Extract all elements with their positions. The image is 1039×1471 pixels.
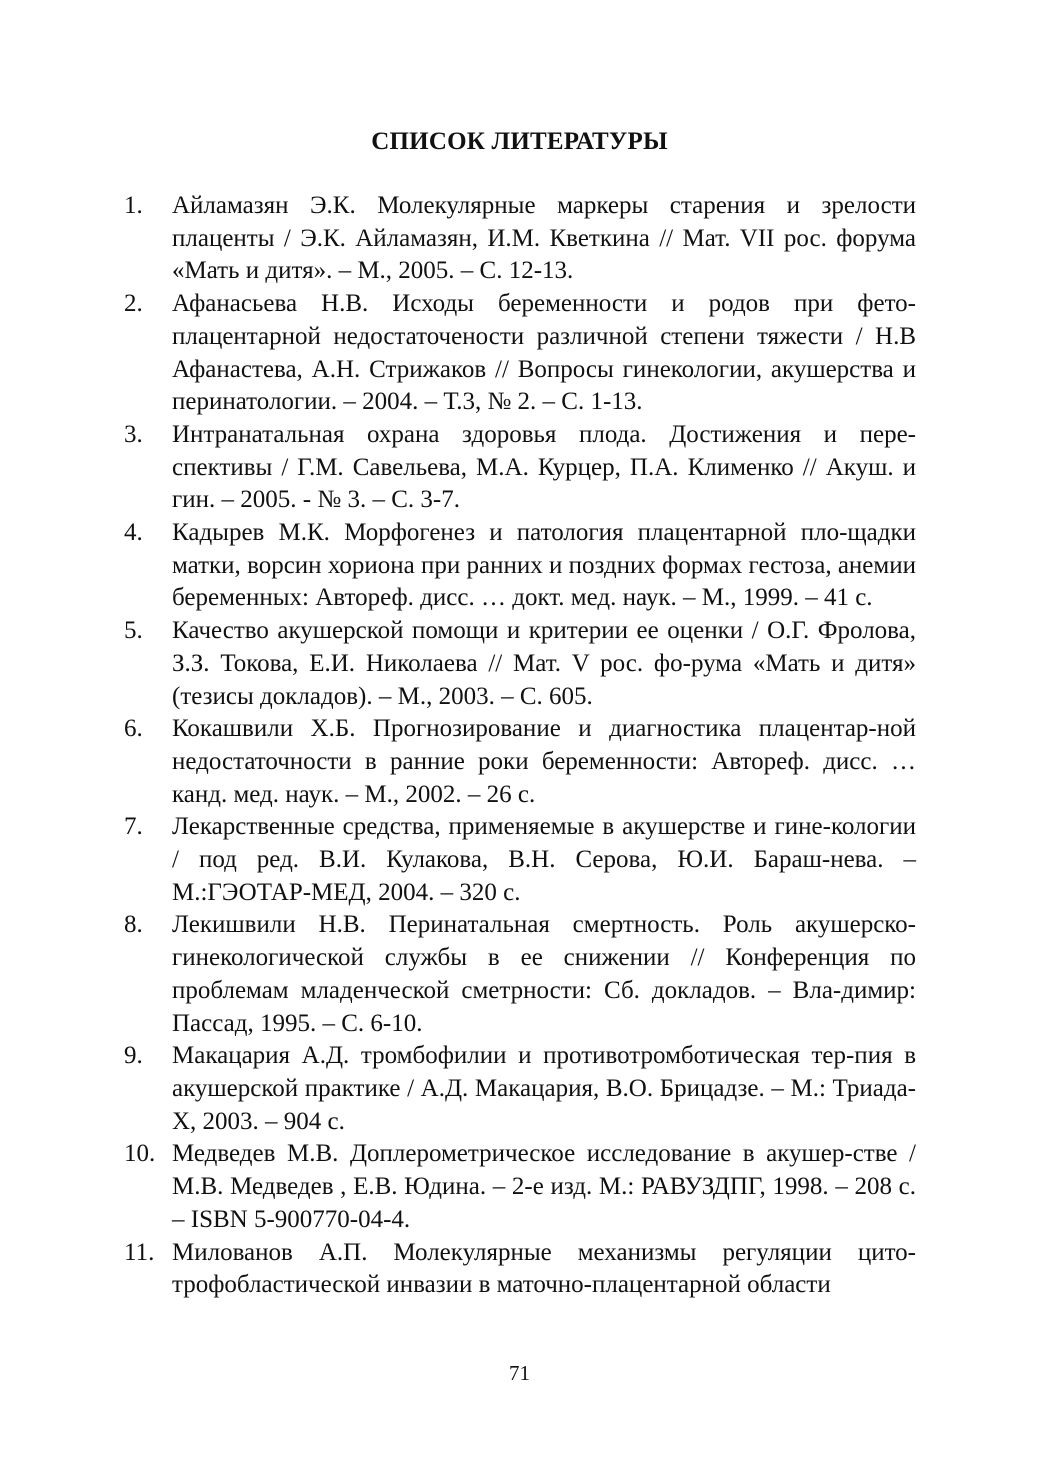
page-title: СПИСОК ЛИТЕРАТУРЫ	[371, 128, 668, 155]
reference-text: Макацария А.Д. тромбофилии и противотромботическая тер-пия в акушерской практике / А.Д. Макацария, В.О. Брицадзе. – М.: Триада-Х, 2003. – 904 с.	[172, 1042, 916, 1135]
reference-text: Афанасьева Н.В. Исходы беременности и родов при фето-плацентарной недостаточености различной степени тяжести / Н.В Афанастева, А.Н. Стрижаков // Вопросы гинекологии, акушерства и перинатологии. – 2004. – Т.3, № 2. – С. 1-13.	[172, 290, 916, 416]
reference-text: Кокашвили Х.Б. Прогнозирование и диагностика плацентар-ной недостаточности в ранние роки беременности: Автореф. дисс. … канд. мед. наук. – М., 2002. – 26 с.	[172, 715, 916, 808]
reference-number: 3.	[124, 420, 143, 448]
reference-text: Кадырев М.К. Морфогенез и патология плацентарной пло-щадки матки, ворсин хориона при ранних и поздних формах гестоза, анемии беременных: Автореф. дисс. … докт. мед. наук. – М., 1999. – 41 с.	[172, 519, 916, 612]
reference-text: Качество акушерской помощи и критерии ее оценки / О.Г. Фролова, З.З. Токова, Е.И. Николаева // Мат. V рос. фо-рума «Мать и дитя» (тезисы докладов). – М., 2003. – С. 605.	[172, 617, 916, 710]
reference-number: 2.	[124, 290, 143, 318]
reference-number: 6.	[124, 715, 143, 743]
reference-number: 10.	[124, 1140, 156, 1168]
reference-text: Медведев М.В. Доплерометрическое исследование в акушер-стве / М.В. Медведев , Е.В. Юдина. – 2-е изд. М.: РАВУЗДПГ, 1998. – 208 с. – ISBN 5-900770-04-4.	[172, 1140, 916, 1233]
reference-number: 11.	[124, 1238, 155, 1266]
reference-text: Лекарственные средства, применяемые в акушерстве и гине-кологии / под ред. В.И. Кулакова, В.Н. Серова, Ю.И. Бараш-нева. – М.:ГЭОТАР-МЕД, 2004. – 320 с.	[172, 813, 916, 906]
reference-text: Лекишвили Н.В. Перинатальная смертность. Роль акушерско-гинекологической службы в ее снижении // Конференция по проблемам младенческой сметрности: Сб. докладов. – Вла-димир: Пассад, 1995. – С. 6-10.	[172, 911, 916, 1037]
reference-item	[124, 288, 916, 419]
reference-number: 8.	[124, 911, 143, 939]
reference-number: 5.	[124, 617, 143, 645]
reference-number: 4.	[124, 519, 143, 547]
reference-item	[124, 1138, 916, 1236]
reference-number: 7.	[124, 813, 143, 841]
reference-item	[124, 419, 916, 517]
page-number: 71	[509, 1361, 530, 1385]
reference-list	[124, 190, 916, 1302]
reference-item	[124, 909, 916, 1040]
reference-item	[124, 615, 916, 713]
reference-text: Айламазян Э.К. Молекулярные маркеры старения и зрелости плаценты / Э.К. Айламазян, И.М. Кветкина // Мат. VII рос. форума «Мать и дитя». – М., 2005. – С. 12-13.	[172, 192, 916, 285]
reference-number: 1.	[124, 192, 143, 219]
reference-item	[124, 713, 916, 811]
reference-text: Милованов А.П. Молекулярные механизмы регуляции цито-трофобластической инвазии в маточно-плацентарной области	[172, 1238, 916, 1299]
reference-item	[124, 517, 916, 615]
reference-number: 9.	[124, 1042, 143, 1070]
reference-item	[124, 1237, 916, 1302]
reference-item	[124, 190, 916, 288]
reference-text: Интранатальная охрана здоровья плода. Достижения и пере-спективы / Г.М. Савельева, М.А. Курцер, П.А. Клименко // Акуш. и гин. – 2005. - № 3. – С. 3-7.	[172, 420, 916, 514]
reference-item	[124, 811, 916, 909]
reference-item	[124, 1040, 916, 1138]
